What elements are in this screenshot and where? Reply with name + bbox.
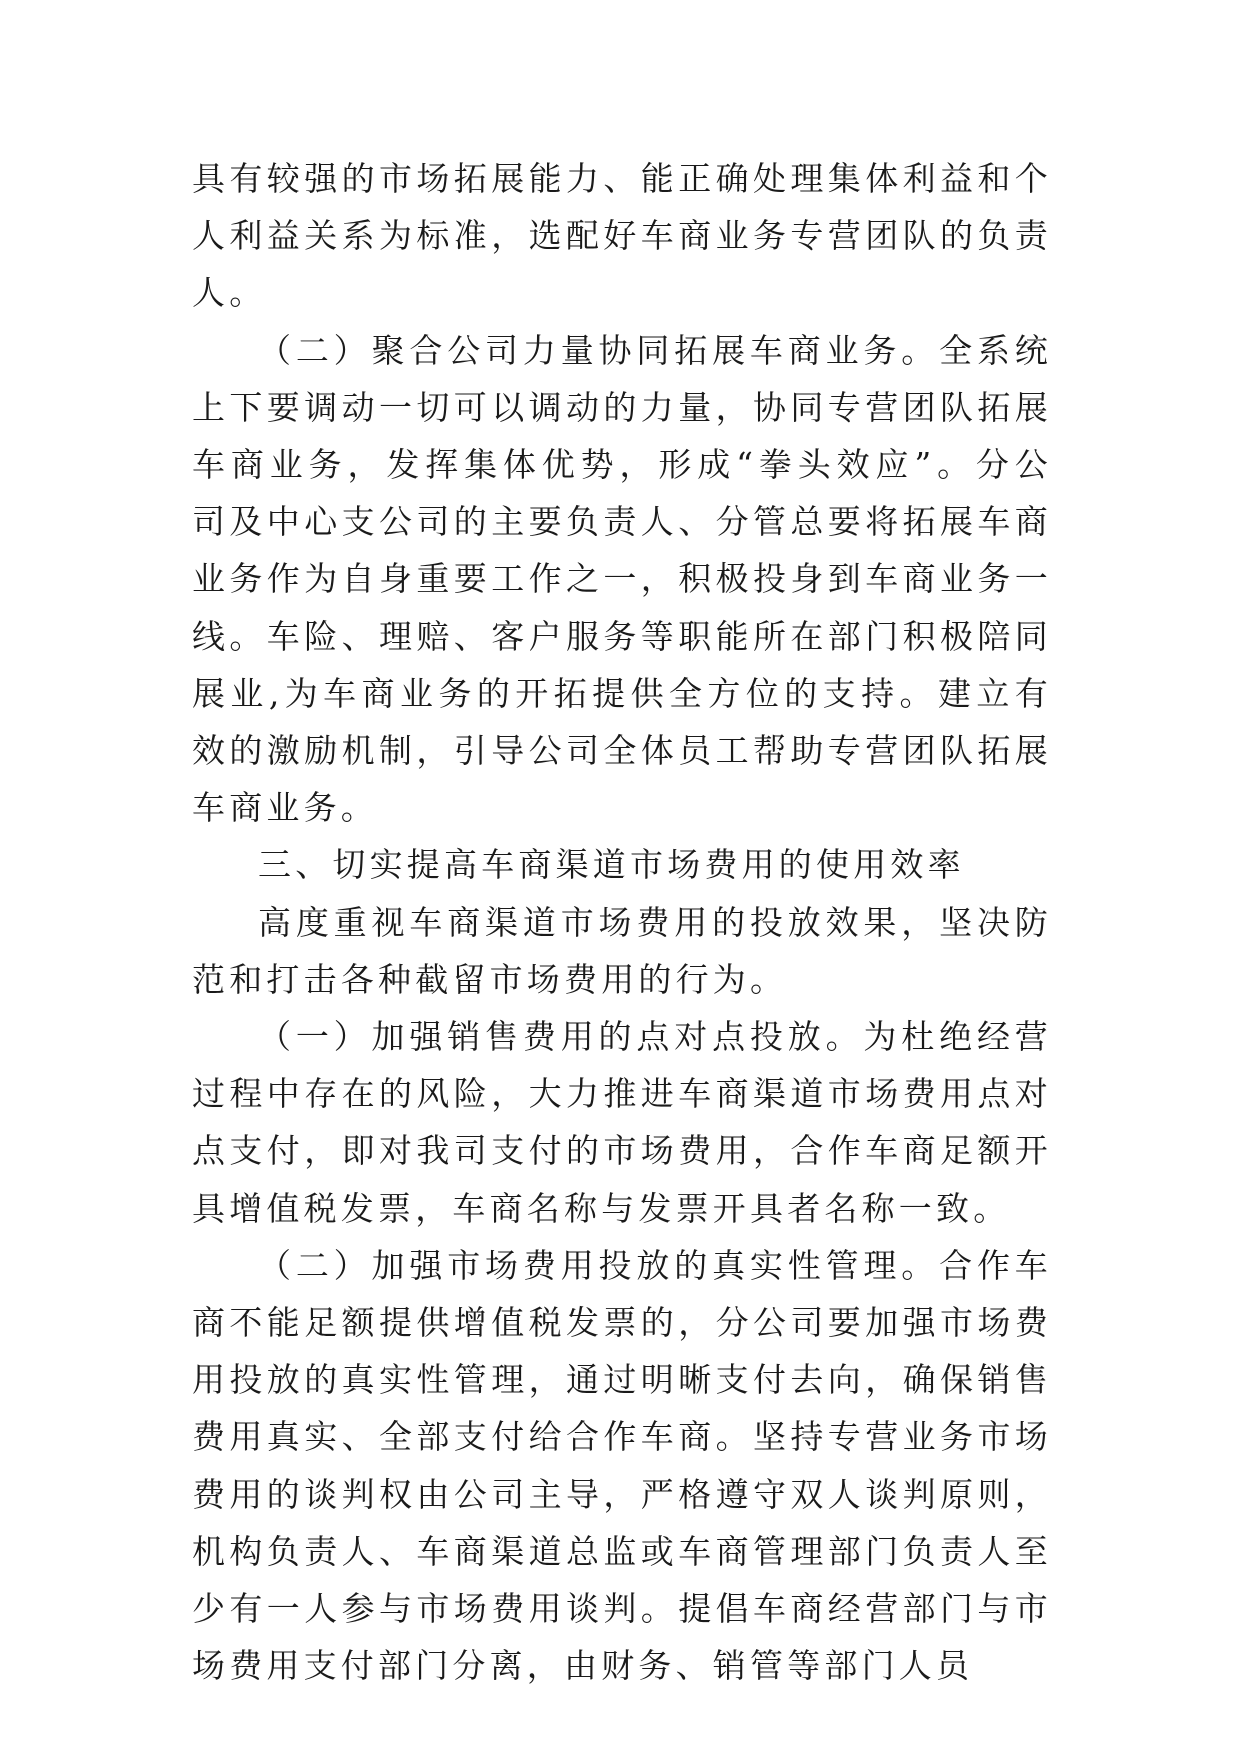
paragraph-section-3-intro: 高度重视车商渠道市场费用的投放效果，坚决防范和打击各种截留市场费用的行为。 xyxy=(192,902,1052,999)
paragraph-section-2-2: （二）聚合公司力量协同拓展车商业务。全系统上下要调动一切可以调动的力量，协同专营团队拓展车商业务，发挥集体优势，形成“拳头效应”。分公司及中心支公司的主要负责人、分管总要将拓展车商业务作为自身重要工作之一，积极投身到车商业务一线。车险、理赔、客户服务等职能所在部门积极陪同展业,为车商业务的开拓提供全方位的支持。建立有效的激励机制，引导公司全体员工帮助专营团队拓展车商业务。 xyxy=(192,330,1052,828)
section-heading-3: 三、切实提高车商渠道市场费用的使用效率 xyxy=(258,845,965,885)
paragraph-continuation: 具有较强的市场拓展能力、能正确处理集体利益和个人利益关系为标准，选配好车商业务专营团队的负责人。 xyxy=(192,159,1052,313)
paragraph-section-3-1: （一）加强销售费用的点对点投放。为杜绝经营过程中存在的风险，大力推进车商渠道市场费用点对点支付，即对我司支付的市场费用，合作车商足额开具增值税发票，车商名称与发票开具者名称一致。 xyxy=(192,1017,1052,1228)
paragraph-section-3-2: （二）加强市场费用投放的真实性管理。合作车商不能足额提供增值税发票的，分公司要加强市场费用投放的真实性管理，通过明晰支付去向，确保销售费用真实、全部支付给合作车商。坚持专营业务市场费用的谈判权由公司主导，严格遵守双人谈判原则，机构负责人、车商渠道总监或车商管理部门负责人至少有一人参与市场费用谈判。提倡车商经营部门与市场费用支付部门分离，由财务、销管等部门人员 xyxy=(192,1245,1052,1686)
document-page xyxy=(192,150,1052,1694)
